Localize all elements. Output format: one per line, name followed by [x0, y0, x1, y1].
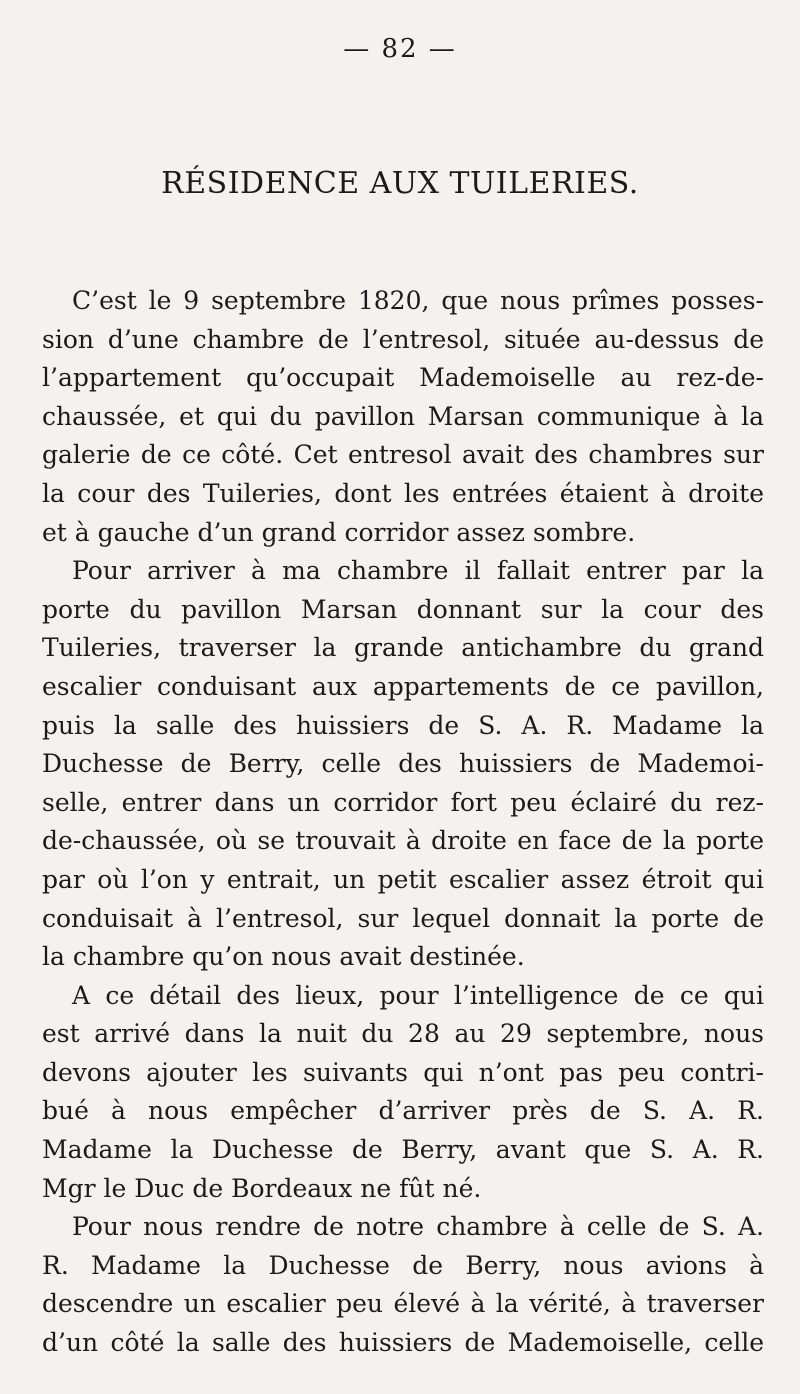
text-line: escalier conduisant aux appartements de ce pavillon, [42, 671, 764, 701]
text-line: descendre un escalier peu élevé à la vérité, à traverser [42, 1289, 764, 1319]
text-line: Mgr le Duc de Bordeaux ne fût né. [42, 1173, 482, 1203]
text-line: R. Madame la Duchesse de Berry, nous avions à [42, 1250, 764, 1280]
text-line: la chambre qu’on nous avait destinée. [42, 942, 525, 972]
section-heading: RÉSIDENCE AUX TUILERIES. [161, 166, 639, 201]
text-line: l’appartement qu’occupait Mademoiselle au rez-de- [42, 363, 764, 393]
text-line: chaussée, et qui du pavillon Marsan communique à la [42, 401, 764, 431]
text-line: Duchesse de Berry, celle des huissiers de Mademoi- [42, 749, 764, 779]
text-line: conduisait à l’entresol, sur lequel donnait la porte de [42, 903, 764, 933]
text-line: Pour arriver à ma chambre il fallait entrer par la [72, 556, 764, 586]
text-line: sion d’une chambre de l’entresol, située au-dessus de [42, 324, 764, 354]
text-line: par où l’on y entrait, un petit escalier assez étroit qui [42, 864, 764, 894]
text-line: bué à nous empêcher d’arriver près de S. A. R. [42, 1096, 764, 1126]
text-line: C’est le 9 septembre 1820, que nous prîmes posses- [72, 286, 764, 315]
text-line: de-chaussée, où se trouvait à droite en face de la porte [42, 826, 764, 856]
text-line: est arrivé dans la nuit du 28 au 29 septembre, nous [42, 1019, 764, 1049]
text-line: la cour des Tuileries, dont les entrées étaient à droite [42, 478, 764, 508]
text-line: galerie de ce côté. Cet entresol avait des chambres sur [42, 440, 764, 470]
text-line: puis la salle des huissiers de S. A. R. Madame la [42, 710, 764, 740]
text-line: Tuileries, traverser la grande antichambre du grand [42, 633, 764, 663]
text-line: porte du pavillon Marsan donnant sur la cour des [42, 594, 764, 624]
text-line: A ce détail des lieux, pour l’intelligence de ce qui [72, 980, 764, 1010]
text-line: selle, entrer dans un corridor fort peu éclairé du rez- [42, 787, 764, 817]
text-line: Madame la Duchesse de Berry, avant que S. A. R. [42, 1135, 764, 1165]
text-line: et à gauche d’un grand corridor assez sombre. [42, 517, 636, 547]
body-text [42, 282, 764, 1363]
text-line: devons ajouter les suivants qui n’ont pas peu contri- [42, 1057, 764, 1087]
text-line: d’un côté la salle des huissiers de Mademoiselle, celle [42, 1328, 764, 1358]
text-line: Pour nous rendre de notre chambre à celle de S. A. [72, 1212, 764, 1242]
page-number: — 82 — [343, 34, 457, 64]
